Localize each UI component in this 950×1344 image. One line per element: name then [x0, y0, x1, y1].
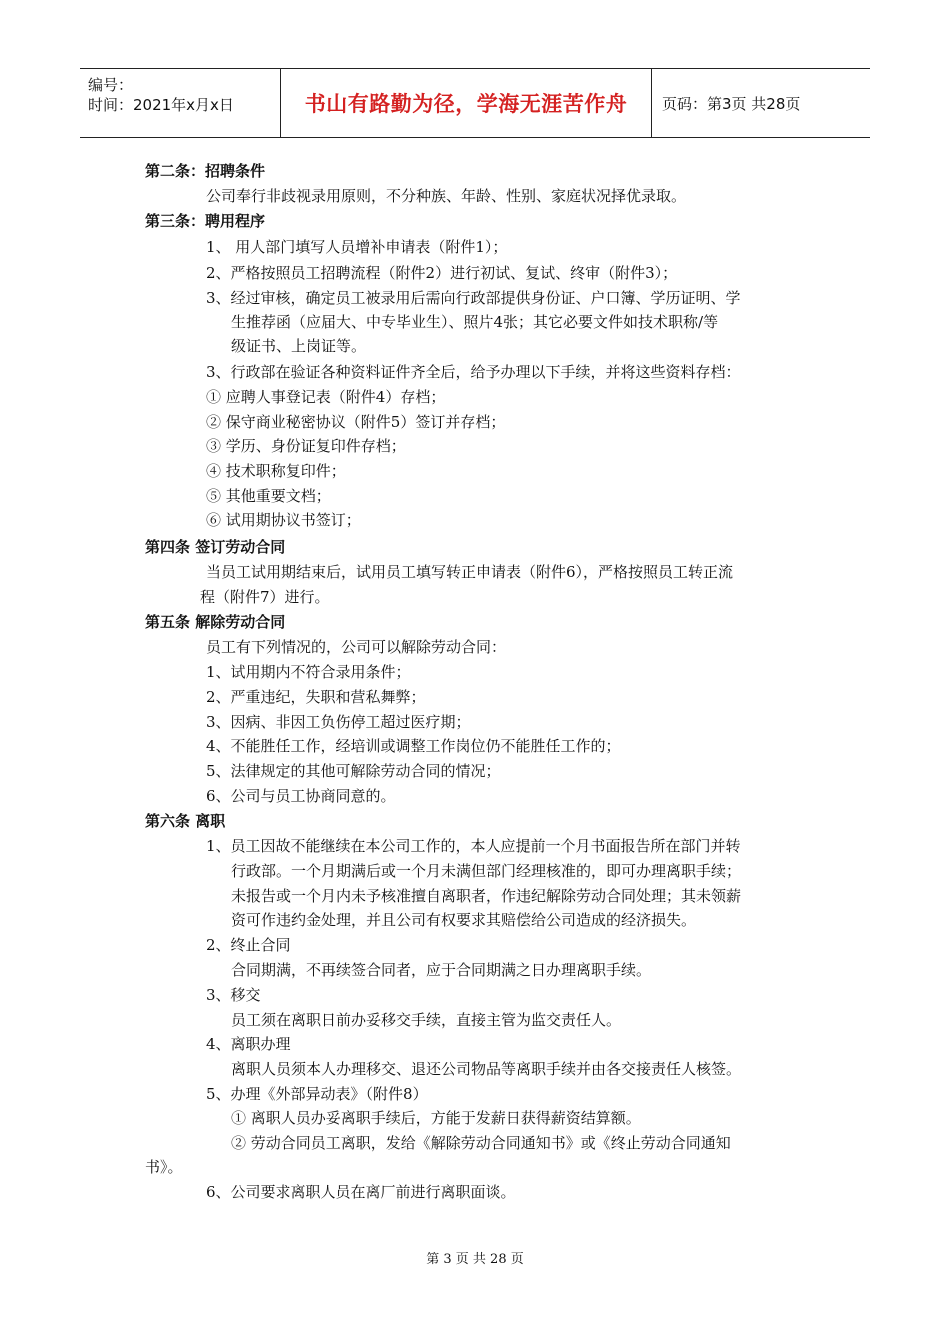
list-item: 1、 用人部门填写人员增补申请表（附件1）； [206, 238, 508, 256]
list-item-detail: 员工须在离职日前办妥移交手续，直接主管为监交责任人。 [231, 1011, 622, 1029]
list-item: 3、因病、非因工负伤停工超过医疗期； [206, 713, 471, 731]
document-header [80, 68, 870, 138]
list-item: 1、试用期内不符合录用条件； [206, 663, 411, 681]
header-page-cell [652, 69, 870, 137]
sub-item: ② 保守商业秘密协议（附件5）签订并存档； [206, 413, 506, 431]
list-item-detail: 合同期满，不再续签合同者，应于合同期满之日办理离职手续。 [231, 961, 652, 979]
sub-item: ④ 技术职称复印件； [206, 462, 346, 480]
motto-text: 书山有路勤为径，学海无涯苦作舟 [304, 92, 628, 116]
sub-item: ② 劳动合同员工离职，发给《解除劳动合同通知书》或《终止劳动合同通知 [231, 1134, 731, 1152]
list-item-continuation: 资可作违约金处理，并且公司有权要求其赔偿给公司造成的经济损失。 [231, 911, 697, 929]
paragraph: 公司奉行非歧视录用原则，不分种族、年龄、性别、家庭状况择优录取。 [206, 187, 687, 205]
sub-item: ⑥ 试用期协议书签订； [206, 511, 361, 529]
list-item: 4、不能胜任工作，经培训或调整工作岗位仍不能胜任工作的； [206, 737, 621, 755]
list-item-detail: 离职人员须本人办理移交、退还公司物品等离职手续并由各交接责任人核签。 [231, 1060, 742, 1078]
sub-item: ① 应聘人事登记表（附件4）存档； [206, 388, 446, 406]
article-6-heading: 第六条 离职 [145, 812, 226, 830]
list-item: 6、公司要求离职人员在离厂前进行离职面谈。 [206, 1183, 516, 1201]
time-label: 时间：2021年x月x日 [88, 96, 234, 114]
list-item: 2、终止合同 [206, 936, 291, 954]
list-item-continuation: 生推荐函（应届大、中专毕业生）、照片4张；其它必要文件如技术职称/等 [231, 313, 719, 331]
article-3-heading: 第三条：聘用程序 [145, 212, 266, 230]
page-info: 页码：第3页 共28页 [662, 94, 801, 113]
list-item-continuation: 行政部。一个月期满后或一个月未满但部门经理核准的，即可办理离职手续； [231, 862, 742, 880]
list-item-continuation: 未报告或一个月内未予核准擅自离职者，作违纪解除劳动合同处理；其未领薪 [231, 887, 742, 905]
list-item: 3、移交 [206, 986, 261, 1004]
paragraph-continuation: 程（附件7）进行。 [200, 588, 330, 606]
page-footer: 第 3 页 共 28 页 [426, 1252, 524, 1267]
paragraph: 员工有下列情况的，公司可以解除劳动合同： [206, 638, 507, 656]
sub-item: ⑤ 其他重要文档； [206, 487, 331, 505]
sub-item-continuation: 书》。 [145, 1158, 183, 1176]
list-item: 2、严格按照员工招聘流程（附件2）进行初试、复试、终审（附件3）； [206, 264, 678, 282]
list-item: 3、经过审核，确定员工被录用后需向行政部提供身份证、户口簿、学历证明、学 [206, 289, 741, 307]
header-meta-cell [80, 69, 280, 137]
sub-item: ③ 学历、身份证复印件存档； [206, 437, 406, 455]
paragraph: 当员工试用期结束后，试用员工填写转正申请表（附件6），严格按照员工转正流 [206, 563, 734, 581]
article-5-heading: 第五条 解除劳动合同 [145, 613, 286, 631]
sub-item: ① 离职人员办妥离职手续后，方能于发薪日获得薪资结算额。 [231, 1109, 641, 1127]
number-label: 编号： [88, 76, 134, 94]
list-item-continuation: 级证书、上岗证等。 [231, 337, 367, 355]
list-item: 3、行政部在验证各种资料证件齐全后，给予办理以下手续，并将这些资料存档： [206, 363, 741, 381]
list-item: 2、严重违纪，失职和营私舞弊； [206, 688, 426, 706]
article-2-heading: 第二条：招聘条件 [145, 162, 266, 180]
list-item: 5、办理《外部异动表》（附件8） [206, 1085, 428, 1103]
list-item: 1、员工因故不能继续在本公司工作的，本人应提前一个月书面报告所在部门并转 [206, 837, 741, 855]
list-item: 5、法律规定的其他可解除劳动合同的情况； [206, 762, 501, 780]
header-motto-cell [280, 69, 652, 137]
article-4-heading: 第四条 签订劳动合同 [145, 538, 286, 556]
list-item: 6、公司与员工协商同意的。 [206, 787, 396, 805]
list-item: 4、离职办理 [206, 1035, 291, 1053]
